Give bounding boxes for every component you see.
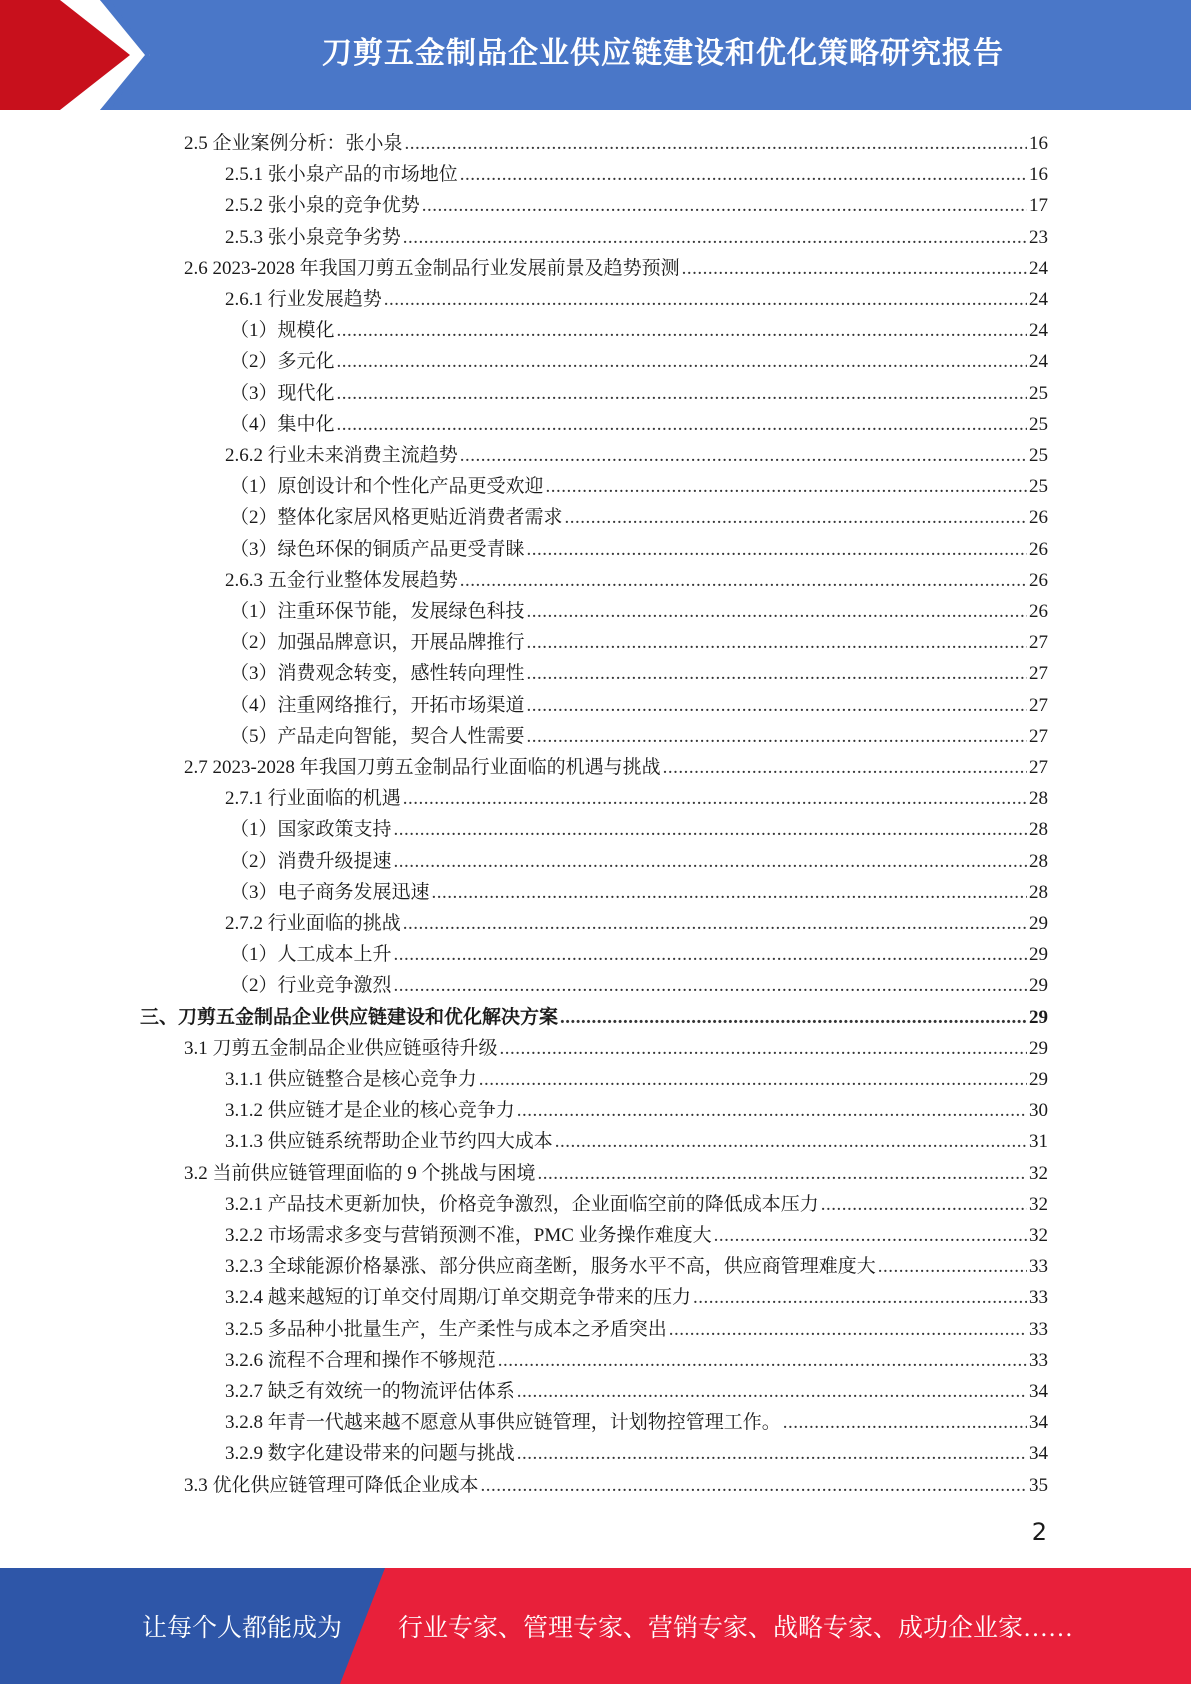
toc-entry-page: 25	[1029, 413, 1048, 435]
toc-leader-dots	[337, 378, 1027, 409]
toc-leader-dots	[337, 315, 1027, 346]
toc-entry-title: 3.2 当前供应链管理面临的 9 个挑战与困境	[184, 1162, 536, 1184]
toc-entry-title: （3）消费观念转变，感性转向理性	[230, 663, 525, 685]
toc-entry-page: 28	[1029, 788, 1048, 810]
page-header	[0, 0, 1191, 110]
toc-entry-title: 2.5.3 张小泉竞争劣势	[225, 226, 401, 248]
toc-leader-dots	[565, 502, 1027, 533]
toc-entry-page: 25	[1029, 476, 1048, 498]
toc-entry-page: 34	[1029, 1412, 1048, 1434]
toc-entry-title: 2.5.1 张小泉产品的市场地位	[225, 164, 458, 186]
toc-entry-title: 2.7.2 行业面临的挑战	[225, 913, 401, 934]
toc-leader-dots	[527, 534, 1027, 565]
toc-leader-dots	[527, 690, 1027, 721]
toc-entry[interactable]	[230, 346, 1048, 377]
toc-entry-title: 3.1.1 供应链整合是核心竞争力	[225, 1069, 477, 1090]
toc-entry[interactable]	[230, 534, 1048, 565]
toc-entry[interactable]	[225, 908, 1048, 939]
toc-entry-title: 3.2.8 年青一代越来越不愿意从事供应链管理，计划物控管理工作。	[225, 1412, 781, 1434]
toc-entry-title: 3.2.3 全球能源价格暴涨、部分供应商垄断，服务水平不高，供应商管理难度大	[225, 1256, 876, 1278]
toc-leader-dots	[714, 1220, 1027, 1251]
toc-entry-page: 29	[1029, 1037, 1048, 1059]
toc-entry-title: 3.2.9 数字化建设带来的问题与挑战	[225, 1443, 515, 1465]
toc-entry[interactable]	[184, 128, 1048, 159]
toc-entry[interactable]	[184, 752, 1048, 783]
toc-entry[interactable]	[225, 190, 1048, 221]
toc-leader-dots	[337, 409, 1027, 440]
toc-leader-dots	[663, 752, 1027, 783]
toc-entry-page: 33	[1029, 1318, 1048, 1340]
toc-leader-dots	[517, 1376, 1027, 1407]
toc-entry[interactable]	[230, 721, 1048, 752]
toc-entry-title: （1）国家政策支持	[230, 819, 392, 841]
toc-entry-title: 3.1.3 供应链系统帮助企业节约四大成本	[225, 1131, 553, 1153]
toc-entry[interactable]	[225, 1064, 1048, 1095]
toc-leader-dots	[527, 627, 1027, 658]
toc-leader-dots	[878, 1251, 1027, 1282]
toc-leader-dots	[394, 814, 1027, 845]
toc-entry[interactable]	[225, 440, 1048, 471]
toc-entry-title: 3.2.6 流程不合理和操作不够规范	[225, 1349, 496, 1371]
toc-entry[interactable]	[184, 253, 1048, 284]
toc-entry-page: 32	[1029, 1225, 1048, 1246]
toc-entry-title: （1）规模化	[230, 320, 335, 342]
toc-entry[interactable]	[230, 658, 1048, 689]
toc-entry-title: （3）现代化	[230, 382, 335, 404]
toc-leader-dots	[555, 1126, 1027, 1157]
toc-entry-page: 26	[1029, 507, 1048, 529]
document-title: 刀剪五金制品企业供应链建设和优化策略研究报告	[322, 36, 1004, 71]
toc-entry-title: 2.6.1 行业发展趋势	[225, 289, 382, 310]
toc-leader-dots	[460, 565, 1027, 596]
toc-entry[interactable]	[230, 846, 1048, 877]
toc-entry[interactable]	[225, 1126, 1048, 1157]
toc-entry-title: （4）集中化	[230, 413, 335, 435]
toc-entry-title: 3.1.2 供应链才是企业的核心竞争力	[225, 1100, 515, 1122]
toc-entry[interactable]	[230, 315, 1048, 346]
toc-leader-dots	[403, 783, 1027, 814]
toc-leader-dots	[403, 908, 1027, 939]
toc-entry[interactable]	[225, 783, 1048, 814]
toc-entry-title: （2）消费升级提速	[230, 850, 392, 872]
toc-leader-dots	[783, 1407, 1027, 1438]
toc-leader-dots	[693, 1282, 1027, 1313]
toc-entry-title: 2.6 2023-2028 年我国刀剪五金制品行业发展前景及趋势预测	[184, 257, 680, 279]
toc-entry-page: 33	[1029, 1256, 1048, 1278]
toc-entry-page: 29	[1029, 1006, 1048, 1028]
toc-entry-title: 2.7 2023-2028 年我国刀剪五金制品行业面临的机遇与挑战	[184, 757, 661, 778]
toc-entry[interactable]	[230, 970, 1048, 1001]
toc-entry-title: 3.2.2 市场需求多变与营销预测不准，PMC 业务操作难度大	[225, 1225, 712, 1246]
toc-leader-dots	[821, 1189, 1027, 1220]
toc-entry[interactable]	[225, 1407, 1048, 1438]
toc-entry[interactable]	[225, 1345, 1048, 1376]
toc-entry-page: 27	[1029, 632, 1048, 654]
toc-entry-title: 3.3 优化供应链管理可降低企业成本	[184, 1474, 479, 1496]
toc-entry-page: 27	[1029, 757, 1048, 778]
toc-entry-page: 30	[1029, 1100, 1048, 1122]
toc-leader-dots	[384, 284, 1027, 315]
toc-entry-page: 24	[1029, 289, 1048, 310]
toc-entry[interactable]	[225, 1220, 1048, 1251]
footer-slogan-right: 行业专家、管理专家、营销专家、战略专家、成功企业家……	[398, 1615, 1074, 1642]
toc-entry[interactable]	[230, 877, 1048, 908]
toc-entry-page: 16	[1029, 164, 1048, 186]
toc-entry-title: （1）原创设计和个性化产品更受欢迎	[230, 476, 544, 498]
toc-leader-dots	[460, 440, 1027, 471]
toc-entry-page: 24	[1029, 351, 1048, 373]
toc-leader-dots	[546, 471, 1027, 502]
toc-entry[interactable]	[225, 1314, 1048, 1345]
toc-entry[interactable]	[184, 1033, 1048, 1064]
toc-entry-page: 27	[1029, 694, 1048, 716]
toc-entry-page: 17	[1029, 195, 1048, 217]
page-number: 2	[1031, 1518, 1047, 1546]
toc-leader-dots	[500, 1033, 1027, 1064]
toc-entry[interactable]	[230, 409, 1048, 440]
toc-entry-page: 34	[1029, 1381, 1048, 1402]
toc-entry-title: 3.2.1 产品技术更新加快，价格竞争激烈，企业面临空前的降低成本压力	[225, 1193, 819, 1215]
toc-entry[interactable]	[225, 565, 1048, 596]
toc-entry-page: 28	[1029, 819, 1048, 841]
toc-entry[interactable]	[225, 1282, 1048, 1313]
toc-entry[interactable]	[225, 1438, 1048, 1469]
toc-entry-page: 29	[1029, 944, 1048, 966]
toc-entry[interactable]	[225, 222, 1048, 253]
toc-leader-dots	[669, 1314, 1027, 1345]
toc-entry-page: 26	[1029, 569, 1048, 591]
toc-entry[interactable]	[225, 1251, 1048, 1282]
toc-entry[interactable]	[230, 939, 1048, 970]
toc-leader-dots	[527, 721, 1027, 752]
toc-entry-title: （2）加强品牌意识，开展品牌推行	[230, 632, 525, 654]
toc-leader-dots	[394, 970, 1027, 1001]
toc-leader-dots	[479, 1064, 1027, 1095]
toc-entry-title: 2.6.3 五金行业整体发展趋势	[225, 569, 458, 591]
toc-entry-page: 27	[1029, 663, 1048, 685]
toc-entry-page: 33	[1029, 1287, 1048, 1309]
toc-leader-dots	[527, 596, 1027, 627]
toc-entry[interactable]	[230, 814, 1048, 845]
toc-leader-dots	[337, 346, 1027, 377]
toc-entry-page: 29	[1029, 975, 1048, 997]
toc-entry-page: 16	[1029, 133, 1048, 154]
toc-entry-page: 32	[1029, 1193, 1048, 1215]
toc-entry[interactable]	[230, 627, 1048, 658]
toc-entry-title: 2.7.1 行业面临的机遇	[225, 788, 401, 810]
toc-entry[interactable]	[140, 1002, 1048, 1033]
toc-entry[interactable]	[225, 284, 1048, 315]
toc-leader-dots	[432, 877, 1027, 908]
toc-leader-dots	[560, 1002, 1027, 1033]
toc-entry-page: 32	[1029, 1162, 1048, 1184]
toc-entry-title: （4）注重网络推行，开拓市场渠道	[230, 694, 525, 716]
toc-entry-page: 28	[1029, 850, 1048, 872]
toc-leader-dots	[527, 658, 1027, 689]
toc-entry-page: 31	[1029, 1131, 1048, 1153]
toc-entry-title: 3.1 刀剪五金制品企业供应链亟待升级	[184, 1037, 498, 1059]
toc-leader-dots	[460, 159, 1027, 190]
toc-leader-dots	[481, 1470, 1027, 1501]
toc-leader-dots	[405, 128, 1027, 159]
toc-entry-page: 33	[1029, 1349, 1048, 1371]
toc-leader-dots	[498, 1345, 1027, 1376]
toc-entry[interactable]	[184, 1470, 1048, 1501]
toc-entry-title: 2.6.2 行业未来消费主流趋势	[225, 445, 458, 466]
toc-entry-title: （1）注重环保节能，发展绿色科技	[230, 601, 525, 622]
toc-leader-dots	[403, 222, 1027, 253]
toc-entry-title: 3.2.7 缺乏有效统一的物流评估体系	[225, 1381, 515, 1402]
toc-entry-title: 三、刀剪五金制品企业供应链建设和优化解决方案	[140, 1006, 559, 1028]
toc-entry[interactable]	[230, 378, 1048, 409]
toc-entry-title: （2）多元化	[230, 351, 335, 373]
toc-entry[interactable]	[230, 502, 1048, 533]
toc-entry-title: （5）产品走向智能，契合人性需要	[230, 725, 525, 747]
toc-entry-title: （2）行业竞争激烈	[230, 975, 392, 997]
toc-entry[interactable]	[225, 1376, 1048, 1407]
toc-entry-title: （3）绿色环保的铜质产品更受青睐	[230, 538, 525, 560]
toc-leader-dots	[422, 190, 1027, 221]
toc-entry[interactable]	[225, 1189, 1048, 1220]
toc-entry-title: （3）电子商务发展迅速	[230, 881, 430, 903]
toc-entry-page: 34	[1029, 1443, 1048, 1465]
toc-entry[interactable]	[225, 159, 1048, 190]
toc-entry-page: 29	[1029, 913, 1048, 934]
toc-leader-dots	[538, 1158, 1027, 1189]
toc-entry[interactable]	[230, 471, 1048, 502]
toc-entry[interactable]	[184, 1158, 1048, 1189]
page-footer	[0, 1568, 1191, 1684]
toc-leader-dots	[517, 1095, 1027, 1126]
toc-entry-page: 24	[1029, 320, 1048, 342]
footer-slogan-left: 让每个人都能成为	[142, 1615, 343, 1642]
toc-entry-page: 25	[1029, 382, 1048, 404]
toc-entry-title: （2）整体化家居风格更贴近消费者需求	[230, 507, 563, 529]
toc-entry-title: 3.2.5 多品种小批量生产，生产柔性与成本之矛盾突出	[225, 1318, 667, 1340]
toc-entry[interactable]	[230, 690, 1048, 721]
toc-entry-page: 25	[1029, 445, 1048, 466]
toc-entry-page: 35	[1029, 1474, 1048, 1496]
toc-leader-dots	[394, 939, 1027, 970]
toc-entry-page: 27	[1029, 725, 1048, 747]
toc-entry-title: 2.5 企业案例分析：张小泉	[184, 133, 403, 154]
toc-entry[interactable]	[225, 1095, 1048, 1126]
toc-entry-title: （1）人工成本上升	[230, 944, 392, 966]
toc-entry-page: 23	[1029, 226, 1048, 248]
toc-entry-title: 2.5.2 张小泉的竞争优势	[225, 195, 420, 217]
toc-entry-page: 29	[1029, 1069, 1048, 1090]
toc-entry-page: 28	[1029, 881, 1048, 903]
toc-entry-page: 26	[1029, 601, 1048, 622]
toc-leader-dots	[517, 1438, 1027, 1469]
toc-entry-page: 26	[1029, 538, 1048, 560]
toc-entry-page: 24	[1029, 257, 1048, 279]
toc-entry-title: 3.2.4 越来越短的订单交付周期/订单交期竞争带来的压力	[225, 1287, 692, 1309]
toc-leader-dots	[394, 846, 1027, 877]
toc-leader-dots	[682, 253, 1027, 284]
toc-entry[interactable]	[230, 596, 1048, 627]
